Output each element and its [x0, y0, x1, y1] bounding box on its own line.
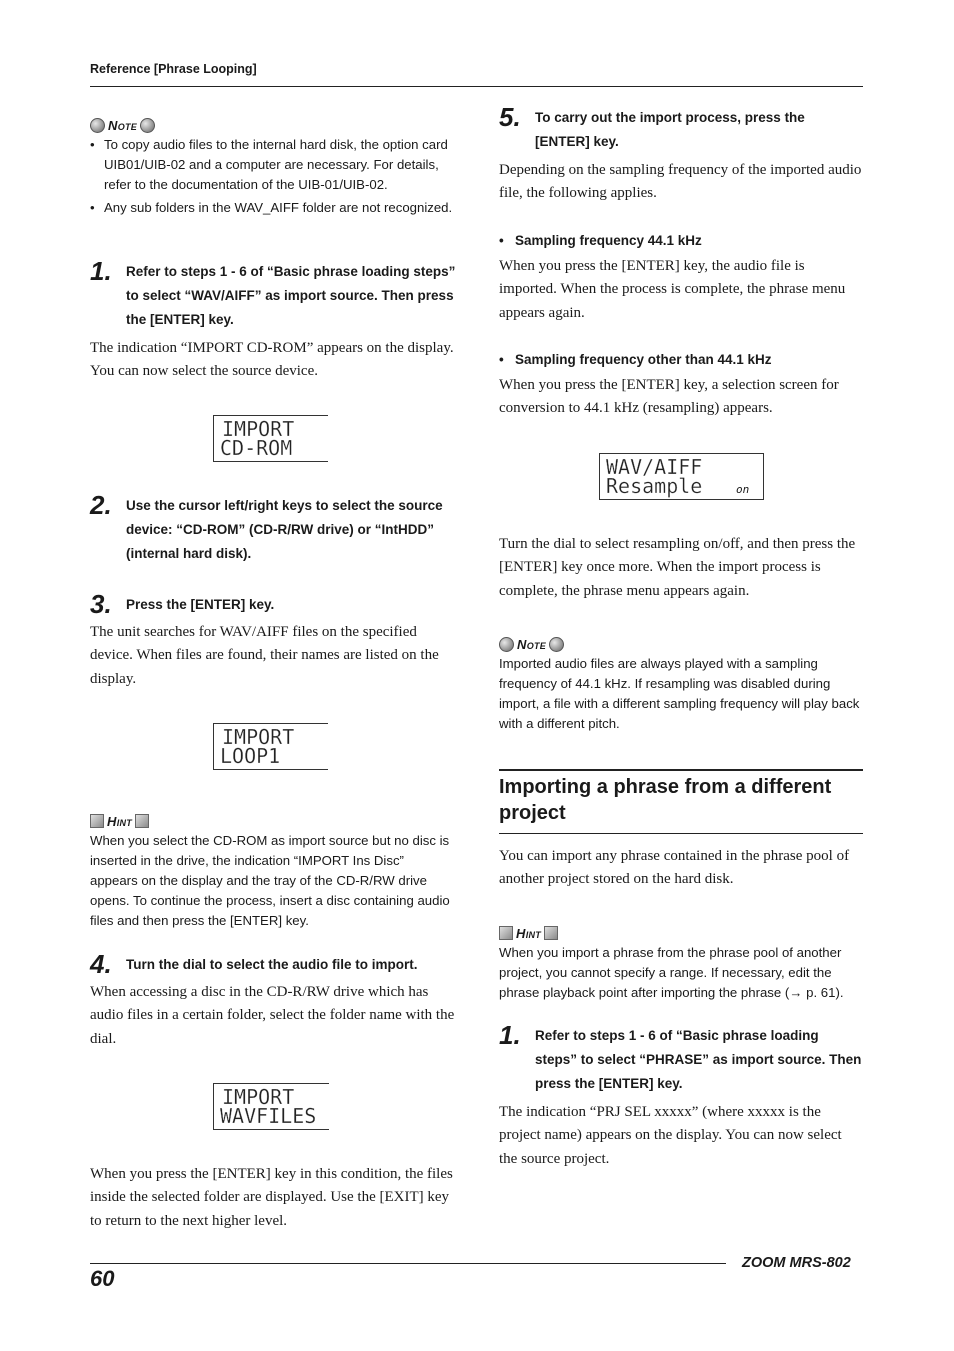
lcd-line: WAV/AIFF: [606, 455, 703, 479]
lcd-line: IMPORT: [222, 725, 295, 749]
note-item: • To copy audio files to the internal hard disk, the option card UIB01/UIB-02 and a computer are necessary. For details, refer to the documentation of the UIB-01/UIB-02.: [90, 135, 455, 195]
bullet-heading-text: Sampling frequency other than 44.1 kHz: [514, 352, 772, 367]
step-number: 3.: [90, 589, 112, 619]
hint-text: When you import a phrase from the phrase pool of another project, you cannot specify a range. If necessary, edit the phrase playback point after importing the phrase (→ p. 61).: [499, 945, 844, 1000]
step-instruction: Turn the dial to select the audio file to import.: [126, 957, 418, 972]
section-rule-top: [499, 769, 863, 771]
note-label: Note: [517, 636, 547, 652]
note-badge: [90, 116, 155, 134]
paragraph: When you press the [ENTER] key, a selection screen for conversion to 44.1 kHz (resampling) appears.: [499, 377, 839, 417]
hint-badge: [90, 812, 149, 830]
step-instruction: Use the cursor left/right keys to select the source device: “CD-ROM” (CD-R/RW drive) or “IntHDD” (internal hard disk).: [126, 498, 443, 561]
note-icon: [140, 118, 155, 133]
paragraph: Depending on the sampling frequency of the imported audio file, the following applies.: [499, 162, 862, 202]
lcd-display: [213, 1083, 329, 1130]
step-instruction: To carry out the import process, press the [ENTER] key.: [535, 110, 805, 149]
note-text: Imported audio files are always played with a sampling frequency of 44.1 kHz. If resampling was disabled during import, a file with a different sampling frequency will play back with a different pitch.: [499, 656, 860, 731]
hint-label: Hint: [516, 925, 542, 941]
paragraph: The indication “IMPORT CD-ROM” appears on the display. You can now select the source device.: [90, 340, 454, 380]
hint-icon: [90, 814, 104, 828]
lcd-line: IMPORT: [222, 1085, 295, 1109]
hint-icon: [499, 926, 513, 940]
hint-icon: [544, 926, 558, 940]
lcd-line: LOOP1: [220, 744, 281, 768]
step-number: 2.: [90, 490, 112, 520]
lcd-value: on: [736, 483, 750, 496]
section-rule-bottom: [499, 833, 863, 834]
step-number: 4.: [90, 949, 112, 979]
section-title: Importing a phrase from a different project: [499, 776, 832, 824]
step-instruction: Refer to steps 1 - 6 of “Basic phrase loading steps” to select “PHRASE” as import source. Then press the [ENTER] key.: [535, 1028, 862, 1091]
paragraph: Turn the dial to select resampling on/off, and then press the [ENTER] key once more. When the import process is complete, the phrase menu appears again.: [499, 536, 856, 599]
note-item: • Any sub folders in the WAV_AIFF folder are not recognized.: [90, 198, 455, 218]
lcd-line: CD-ROM: [220, 436, 293, 460]
paragraph: When you press the [ENTER] key in this condition, the files inside the selected folder are displayed. Use the [EXIT] key to return to the next higher level.: [90, 1166, 453, 1229]
footer-rule: [90, 1263, 726, 1264]
bullet-heading-text: Sampling frequency 44.1 kHz: [514, 233, 702, 248]
hint-text: When you select the CD-ROM as import source but no disc is inserted in the drive, the indication “IMPORT Ins Disc” appears on the display and the tray of the CD-R/RW drive opens. To continue the process, insert a disc containing audio files and then press the [ENTER] key.: [90, 833, 450, 928]
running-header: Reference [Phrase Looping]: [90, 62, 257, 76]
note-icon: [90, 118, 105, 133]
hint-icon: [135, 814, 149, 828]
lcd-display: [213, 723, 328, 770]
paragraph: You can import any phrase contained in the phrase pool of another project stored on the hard disk.: [499, 848, 850, 888]
header-rule: [90, 86, 863, 87]
step-instruction: Refer to steps 1 - 6 of “Basic phrase loading steps” to select “WAV/AIFF” as import source. Then press the [ENTER] key.: [126, 264, 456, 327]
step-number: 5.: [499, 102, 521, 132]
paragraph: When accessing a disc in the CD-R/RW drive which has audio files in a certain folder, select the folder name with the dial.: [90, 984, 455, 1047]
note-badge: [499, 635, 564, 653]
note-label: Note: [108, 117, 138, 133]
step-instruction: Press the [ENTER] key.: [126, 597, 275, 612]
page-number: 60: [90, 1266, 115, 1291]
hint-badge: [499, 924, 558, 942]
lcd-display: [599, 453, 764, 500]
note-icon: [499, 637, 514, 652]
hint-label: Hint: [107, 813, 133, 829]
note-icon: [549, 637, 564, 652]
step-number: 1.: [499, 1020, 521, 1050]
paragraph: The indication “PRJ SEL xxxxx” (where xxxxx is the project name) appears on the display. You can now select the source project.: [499, 1104, 842, 1167]
lcd-display: [213, 415, 328, 462]
lcd-line: WAVFILES: [220, 1104, 317, 1128]
note-list: [90, 135, 455, 218]
lcd-line: Resample: [606, 474, 703, 498]
lcd-line: IMPORT: [222, 417, 295, 441]
step-number: 1.: [90, 256, 112, 286]
product-name: ZOOM MRS-802: [742, 1255, 851, 1271]
paragraph: When you press the [ENTER] key, the audio file is imported. When the process is complete, the phrase menu appears again.: [499, 258, 846, 321]
bullet-heading: • Sampling frequency other than 44.1 kHz: [499, 352, 772, 367]
paragraph: The unit searches for WAV/AIFF files on the specified device. When files are found, their names are listed on the display.: [90, 624, 439, 687]
bullet-heading: • Sampling frequency 44.1 kHz: [499, 233, 702, 248]
